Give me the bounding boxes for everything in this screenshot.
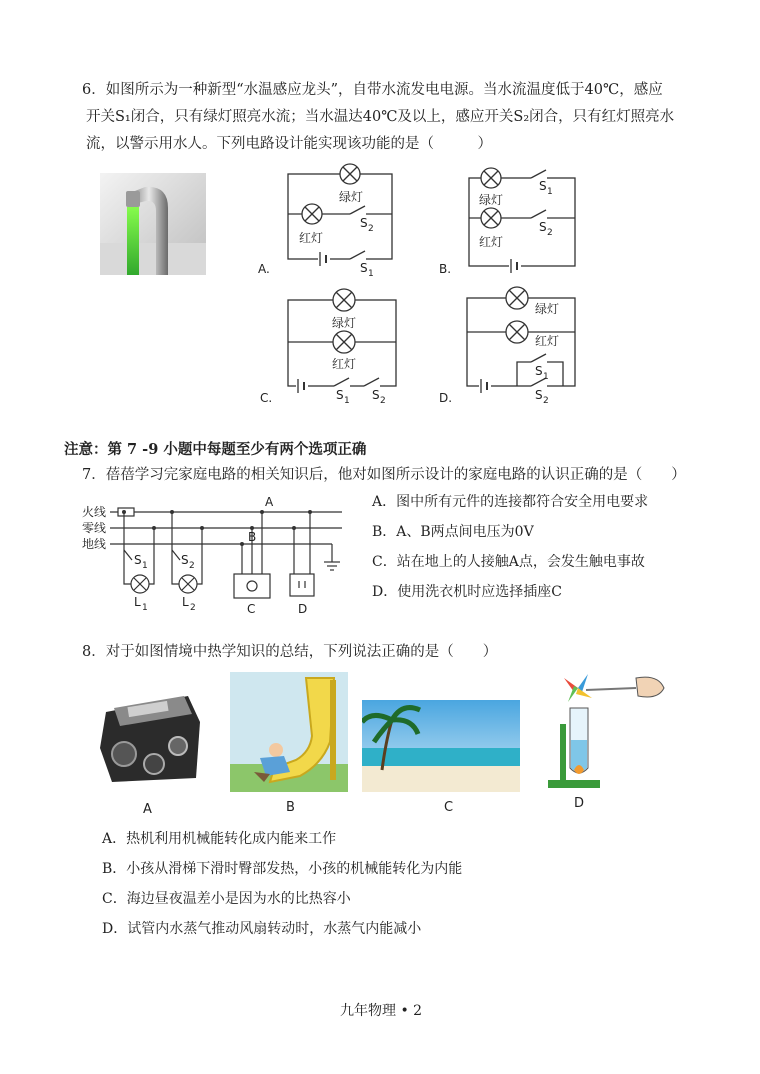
q6-stem-line2: 开关S₁闭合，只有绿灯照亮水流；当水温达40℃及以上，感应开关S₂闭合，只有红灯照亮水 (86, 109, 675, 125)
switch-sub: 2 (368, 224, 374, 234)
lamp-sub: 2 (190, 603, 196, 613)
lamp-label: 红灯 (299, 231, 324, 245)
q7-option-a: A．图中所有元件的连接都符合安全用电要求 (372, 494, 649, 510)
note-multiple-answers: 注意：第 7 -9 小题中每题至少有两个选项正确 (64, 441, 367, 458)
lamp-label: 绿灯 (479, 193, 504, 207)
test-tube-image (540, 670, 670, 792)
lamp-label: 绿灯 (339, 190, 364, 204)
q8-option-a: A．热机利用机械能转化成内能来工作 (102, 831, 337, 847)
lamp-l2-label: L (182, 595, 189, 609)
lamp-l1-label: L (134, 595, 141, 609)
switch-sub: 2 (189, 561, 195, 571)
switch-sub: 2 (547, 228, 553, 238)
q8-caption-b: B (286, 800, 295, 815)
lamp-label: 绿灯 (535, 302, 560, 316)
option-letter: D. (439, 391, 453, 405)
point-a-label: A (265, 495, 274, 509)
q8-option-c: C．海边昼夜温差小是因为水的比热容小 (102, 891, 351, 907)
lamp-sub: 1 (142, 603, 148, 613)
household-circuit (82, 492, 352, 620)
q8-stem: 8．对于如图情境中热学知识的总结，下列说法正确的是（ ） (82, 644, 498, 660)
q7-option-d: D．使用洗衣机时应选择插座C (372, 584, 562, 600)
option-letter: A. (258, 262, 270, 276)
switch-sub: 2 (380, 396, 386, 406)
wire-label-live: 火线 (82, 505, 107, 519)
circuit-d (435, 282, 595, 407)
switch-label: S (535, 388, 543, 402)
q6-stem-line3: 流，以警示用水人。下列电路设计能实现该功能的是（ ） (86, 136, 492, 152)
switch-sub: 1 (547, 187, 553, 197)
option-letter: C. (260, 391, 273, 405)
circuit-b (435, 160, 595, 280)
switch-label: S (360, 216, 368, 230)
lamp-label: 红灯 (479, 235, 504, 249)
q8-caption-c: C (444, 800, 454, 815)
wire-label-ground: 地线 (82, 537, 107, 551)
faucet-photo (100, 173, 206, 275)
switch-label: S (336, 388, 344, 402)
point-b-label: B (248, 530, 257, 544)
switch-sub: 1 (543, 372, 549, 382)
lamp-label: 红灯 (535, 334, 560, 348)
circuit-a (250, 160, 410, 280)
lamp-label: 绿灯 (332, 316, 357, 330)
socket-c-label: C (247, 602, 256, 616)
page-footer: 九年物理 • 2 (340, 1003, 423, 1019)
switch-label: S (539, 179, 547, 193)
switch-label: S (539, 220, 547, 234)
q8-option-b: B．小孩从滑梯下滑时臀部发热，小孩的机械能转化为内能 (102, 861, 463, 877)
option-letter: B. (439, 262, 452, 276)
socket-d-label: D (298, 602, 308, 616)
q7-option-c: C．站在地上的人接触A点，会发生触电事故 (372, 554, 645, 570)
switch-sub: 1 (142, 561, 148, 571)
switch-sub: 2 (543, 396, 549, 406)
wire-label-neutral: 零线 (82, 521, 107, 535)
q8-option-d: D．试管内水蒸气推动风扇转动时，水蒸气内能减小 (102, 921, 422, 937)
lamp-label: 红灯 (332, 357, 357, 371)
circuit-c (250, 282, 410, 407)
q7-stem: 7．蓓蓓学习完家庭电路的相关知识后，他对如图所示设计的家庭电路的认识正确的是（ ） (82, 467, 686, 483)
switch-sub: 1 (368, 269, 374, 279)
q8-caption-a: A (143, 802, 152, 817)
slide-image (230, 672, 348, 792)
q6-stem-line1: 6．如图所示为一种新型“水温感应龙头”，自带水流发电电源。当水流温度低于40℃，感应 (82, 82, 663, 98)
beach-image (362, 700, 520, 792)
switch-label: S (535, 364, 543, 378)
engine-image (92, 682, 210, 794)
switch-s1-label: S (134, 553, 142, 567)
switch-label: S (372, 388, 380, 402)
switch-sub: 1 (344, 396, 350, 406)
switch-s2-label: S (181, 553, 189, 567)
q8-caption-d: D (574, 796, 585, 811)
q7-option-b: B．A、B两点间电压为0V (372, 524, 534, 540)
switch-label: S (360, 261, 368, 275)
